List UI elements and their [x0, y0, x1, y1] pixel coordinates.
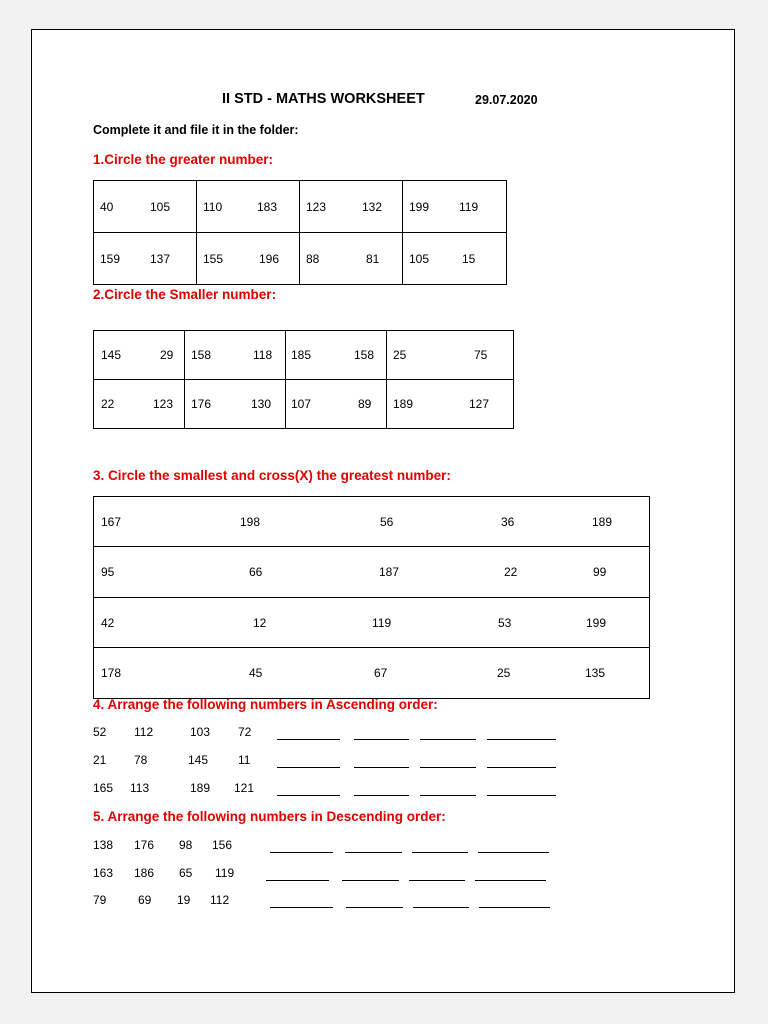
q2-num: 107: [291, 397, 312, 411]
instruction-text: Complete it and file it in the folder:: [93, 123, 299, 137]
q5-num: 112: [210, 893, 230, 907]
q2-cell: [387, 331, 514, 380]
answer-blank[interactable]: [342, 880, 399, 881]
worksheet-date: 29.07.2020: [475, 93, 538, 107]
q5-num: 69: [138, 893, 152, 907]
q5-num: 163: [93, 866, 114, 880]
q1-row: [94, 233, 507, 285]
q3-num: 135: [585, 666, 606, 680]
q3-num: 25: [497, 666, 511, 680]
q3-num: 189: [592, 514, 613, 529]
answer-blank[interactable]: [413, 907, 469, 908]
q3-num: 12: [253, 615, 267, 630]
worksheet-page: [31, 29, 735, 993]
q5-num: 156: [212, 838, 233, 852]
answer-blank[interactable]: [487, 739, 556, 740]
q2-num: 176: [191, 397, 212, 411]
q4-num: 52: [93, 725, 107, 739]
q4-num: 145: [188, 753, 209, 767]
q1-cell: [300, 233, 403, 285]
q2-num: 189: [393, 397, 414, 411]
q1-cell: [94, 181, 197, 233]
q1-cell: [197, 181, 300, 233]
q4-num: 103: [190, 725, 211, 739]
answer-blank[interactable]: [412, 852, 468, 853]
q3-num: 53: [498, 615, 512, 630]
answer-blank[interactable]: [266, 880, 329, 881]
answer-blank[interactable]: [270, 907, 333, 908]
q5-num: 138: [93, 838, 114, 852]
q2-num: 130: [251, 397, 272, 411]
q1-num: 199: [409, 199, 430, 214]
q3-num: 99: [593, 565, 607, 579]
q4-num: 72: [238, 725, 252, 739]
q5-num: 119: [215, 866, 235, 880]
answer-blank[interactable]: [487, 795, 556, 796]
answer-blank[interactable]: [277, 739, 340, 740]
q2-cell: [94, 331, 185, 380]
q1-heading: 1.Circle the greater number:: [93, 152, 274, 167]
q1-num: 155: [203, 251, 224, 266]
q4-num: 189: [190, 781, 211, 795]
answer-blank[interactable]: [354, 767, 409, 768]
q3-row: [94, 598, 650, 648]
q4-num: 165: [93, 781, 114, 795]
q1-table: [93, 180, 507, 285]
q2-num: 158: [191, 348, 212, 362]
q2-heading: 2.Circle the Smaller number:: [93, 287, 277, 302]
q3-row: [94, 547, 650, 598]
q3-num: 119: [372, 615, 392, 630]
q1-cell: [197, 233, 300, 285]
q1-num: 123: [306, 199, 327, 214]
answer-blank[interactable]: [409, 880, 465, 881]
q3-num: 167: [101, 514, 122, 529]
q2-cell: [286, 331, 387, 380]
answer-blank[interactable]: [354, 795, 409, 796]
q1-num: 110: [203, 199, 223, 214]
q2-table: [93, 330, 514, 429]
q1-cell: [403, 233, 507, 285]
q2-num: 22: [101, 397, 115, 411]
answer-blank[interactable]: [270, 852, 333, 853]
q3-num: 45: [249, 666, 263, 680]
q1-num: 81: [366, 251, 380, 266]
q2-num: 89: [358, 397, 372, 411]
q5-num: 186: [134, 866, 155, 880]
q1-num: 132: [362, 199, 383, 214]
q2-cell: [94, 380, 185, 429]
answer-blank[interactable]: [277, 795, 340, 796]
q1-num: 15: [462, 251, 476, 266]
q5-num: 65: [179, 866, 193, 880]
q4-num: 113: [130, 781, 150, 795]
q3-num: 42: [101, 615, 115, 630]
q3-row: [94, 497, 650, 547]
q5-num: 19: [177, 893, 191, 907]
q2-num: 123: [153, 397, 174, 411]
q4-num: 21: [93, 753, 107, 767]
q2-cell: [286, 380, 387, 429]
q1-num: 159: [100, 251, 121, 266]
worksheet-title: II STD - MATHS WORKSHEET: [222, 91, 425, 107]
q1-num: 40: [100, 199, 114, 214]
q2-cell: [387, 380, 514, 429]
q1-cell: [94, 233, 197, 285]
q3-num: 198: [240, 514, 261, 529]
q3-cell: [94, 648, 650, 699]
q4-num: 112: [134, 725, 154, 739]
answer-blank[interactable]: [487, 767, 556, 768]
q3-num: 178: [101, 666, 122, 680]
q3-num: 95: [101, 565, 115, 579]
q5-num: 176: [134, 838, 155, 852]
q1-num: 183: [257, 199, 278, 214]
q5-heading: 5. Arrange the following numbers in Descending order:: [93, 809, 446, 824]
answer-blank[interactable]: [354, 739, 409, 740]
q3-cell: [94, 598, 650, 648]
q1-num: 119: [459, 199, 479, 214]
q3-table: [93, 496, 650, 699]
q3-row: [94, 648, 650, 699]
q3-num: 199: [586, 615, 607, 630]
q2-row: [94, 380, 514, 429]
q3-num: 56: [380, 514, 394, 529]
q3-heading: 3. Circle the smallest and cross(X) the greatest number:: [93, 468, 451, 483]
q5-num: 79: [93, 893, 107, 907]
q2-num: 127: [469, 397, 490, 411]
q2-num: 29: [160, 348, 174, 362]
q1-row: [94, 181, 507, 233]
q2-num: 118: [253, 348, 273, 362]
answer-blank[interactable]: [478, 852, 549, 853]
q1-cell: [403, 181, 507, 233]
q3-num: 187: [379, 565, 400, 579]
q4-num: 121: [234, 781, 255, 795]
q4-heading: 4. Arrange the following numbers in Ascending order:: [93, 697, 438, 712]
q2-num: 75: [474, 348, 488, 362]
answer-blank[interactable]: [277, 767, 340, 768]
q3-num: 66: [249, 565, 263, 579]
q1-cell: [300, 181, 403, 233]
q2-cell: [185, 380, 286, 429]
q1-num: 137: [150, 251, 171, 266]
q2-cell: [185, 331, 286, 380]
q3-cell: [94, 547, 650, 598]
q3-cell: [94, 497, 650, 547]
answer-blank[interactable]: [475, 880, 546, 881]
q3-num: 22: [504, 565, 518, 579]
q1-num: 105: [150, 199, 171, 214]
q4-num: 11: [238, 753, 251, 767]
answer-blank[interactable]: [346, 907, 403, 908]
q4-num: 78: [134, 753, 148, 767]
q1-num: 88: [306, 251, 320, 266]
q1-num: 105: [409, 251, 430, 266]
answer-blank[interactable]: [420, 795, 476, 796]
answer-blank[interactable]: [479, 907, 550, 908]
q5-num: 98: [179, 838, 193, 852]
q1-num: 196: [259, 251, 280, 266]
q3-num: 67: [374, 666, 388, 680]
q2-num: 25: [393, 348, 407, 362]
answer-blank[interactable]: [345, 852, 402, 853]
q3-num: 36: [501, 514, 515, 529]
q2-num: 185: [291, 348, 312, 362]
q2-row: [94, 331, 514, 380]
answer-blank[interactable]: [420, 767, 476, 768]
q2-num: 145: [101, 348, 122, 362]
answer-blank[interactable]: [420, 739, 476, 740]
q2-num: 158: [354, 348, 375, 362]
